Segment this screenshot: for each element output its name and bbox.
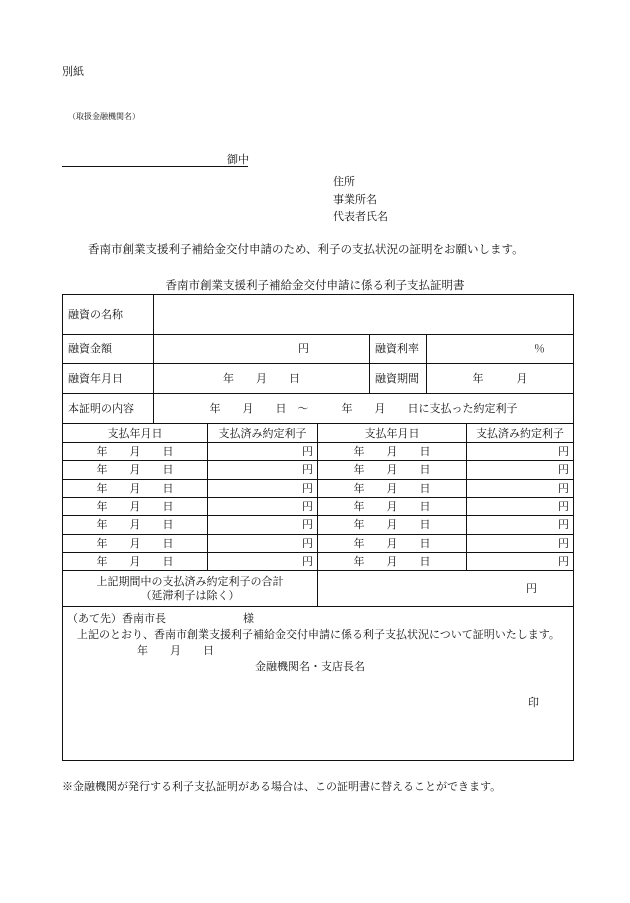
payment-row bbox=[63, 497, 574, 515]
applicant-representative-label: 代表者氏名 bbox=[333, 210, 388, 223]
paid-interest-cell-2[interactable]: 円 bbox=[467, 461, 574, 479]
col-header-payment-date: 支払年月日 bbox=[63, 424, 208, 442]
bank-branch-name: 金融機関名・支店長名 bbox=[255, 659, 365, 673]
loan-amount-row bbox=[63, 334, 574, 364]
total-label bbox=[63, 571, 318, 607]
loan-date-field[interactable]: 年 月 日 bbox=[154, 364, 370, 394]
col-header-paid-interest-2: 支払済み約定利子 bbox=[467, 424, 574, 442]
payment-date-cell[interactable]: 年 月 日 bbox=[63, 442, 208, 460]
loan-name-label: 融資の名称 bbox=[63, 295, 154, 335]
payment-date-cell[interactable]: 年 月 日 bbox=[63, 552, 208, 570]
paid-interest-cell-2[interactable]: 円 bbox=[467, 479, 574, 497]
payment-date-cell[interactable]: 年 月 日 bbox=[63, 534, 208, 552]
loan-name-field[interactable] bbox=[154, 295, 574, 335]
table-title: 香南市創業支援利子補給金交付申請に係る利子支払証明書 bbox=[165, 278, 465, 292]
payment-date-cell[interactable]: 年 月 日 bbox=[63, 497, 208, 515]
payment-date-cell[interactable]: 年 月 日 bbox=[63, 516, 208, 534]
paid-interest-cell-2[interactable]: 円 bbox=[467, 552, 574, 570]
content-field[interactable]: 年 月 日 ～ 年 月 日に支払った約定利子 bbox=[154, 393, 574, 424]
paid-interest-cell-2[interactable]: 円 bbox=[467, 516, 574, 534]
loan-period-field[interactable]: 年 月 bbox=[427, 364, 574, 394]
loan-rate-field[interactable]: ％ bbox=[427, 334, 574, 364]
document-label: 別紙 bbox=[62, 65, 84, 78]
paid-interest-cell[interactable]: 円 bbox=[208, 461, 318, 479]
paid-interest-cell[interactable]: 円 bbox=[208, 479, 318, 497]
applicant-office-label: 事業所名 bbox=[333, 193, 377, 206]
certification-text: 上記のとおり、香南市創業支援利子補給金交付申請に係る利子支払状況について証明いたします。 bbox=[77, 627, 560, 641]
applicant-address-label: 住所 bbox=[333, 175, 355, 188]
paid-interest-cell[interactable]: 円 bbox=[208, 534, 318, 552]
total-label-line-1: 上記期間中の支払済み約定利子の合計 bbox=[96, 575, 284, 589]
paid-interest-cell[interactable]: 円 bbox=[208, 552, 318, 570]
payment-date-cell-2[interactable]: 年 月 日 bbox=[318, 497, 467, 515]
loan-date-label: 融資年月日 bbox=[63, 364, 154, 394]
payment-date-cell-2[interactable]: 年 月 日 bbox=[318, 534, 467, 552]
interest-payment-certificate-table bbox=[62, 294, 574, 761]
footnote: ※金融機関が発行する利子支払証明がある場合は、この証明書に替えることができます。 bbox=[62, 780, 502, 793]
payment-row bbox=[63, 442, 574, 460]
addressee: （あて先）香南市長 様 bbox=[67, 611, 254, 625]
certification-block bbox=[63, 606, 574, 760]
paid-interest-cell-2[interactable]: 円 bbox=[467, 497, 574, 515]
paid-interest-cell[interactable]: 円 bbox=[208, 516, 318, 534]
loan-name-row bbox=[63, 295, 574, 335]
certification-date[interactable]: 年 月 日 bbox=[137, 643, 214, 657]
payment-date-cell-2[interactable]: 年 月 日 bbox=[318, 461, 467, 479]
payment-row bbox=[63, 534, 574, 552]
total-label-line-2: （延滞利子は除く） bbox=[140, 588, 240, 602]
payment-date-cell[interactable]: 年 月 日 bbox=[63, 479, 208, 497]
total-amount-field[interactable]: 円 bbox=[318, 571, 574, 607]
content-row bbox=[63, 393, 574, 424]
bank-name-underline bbox=[62, 166, 248, 167]
payment-row bbox=[63, 461, 574, 479]
payment-date-cell[interactable]: 年 月 日 bbox=[63, 461, 208, 479]
payment-row bbox=[63, 552, 574, 570]
payment-date-cell-2[interactable]: 年 月 日 bbox=[318, 442, 467, 460]
payment-row bbox=[63, 516, 574, 534]
request-text: 香南市創業支援利子補給金交付申請のため、利子の支払状況の証明をお願いします。 bbox=[88, 242, 524, 256]
bank-name-note: （取扱金融機関名） bbox=[68, 112, 140, 121]
payment-header-row bbox=[63, 424, 574, 442]
total-row bbox=[63, 571, 574, 607]
content-label: 本証明の内容 bbox=[63, 393, 154, 424]
certification-row bbox=[63, 606, 574, 760]
paid-interest-cell-2[interactable]: 円 bbox=[467, 534, 574, 552]
paid-interest-cell-2[interactable]: 円 bbox=[467, 442, 574, 460]
payment-row bbox=[63, 479, 574, 497]
payment-date-cell-2[interactable]: 年 月 日 bbox=[318, 479, 467, 497]
loan-amount-field[interactable]: 円 bbox=[154, 334, 370, 364]
col-header-paid-interest: 支払済み約定利子 bbox=[208, 424, 318, 442]
loan-rate-label: 融資利率 bbox=[370, 334, 427, 364]
loan-date-row bbox=[63, 364, 574, 394]
paid-interest-cell[interactable]: 円 bbox=[208, 497, 318, 515]
col-header-payment-date-2: 支払年月日 bbox=[318, 424, 467, 442]
payment-date-cell-2[interactable]: 年 月 日 bbox=[318, 516, 467, 534]
loan-period-label: 融資期間 bbox=[370, 364, 427, 394]
payment-date-cell-2[interactable]: 年 月 日 bbox=[318, 552, 467, 570]
loan-amount-label: 融資金額 bbox=[63, 334, 154, 364]
onchu-label: 御中 bbox=[227, 153, 249, 166]
paid-interest-cell[interactable]: 円 bbox=[208, 442, 318, 460]
seal-mark: 印 bbox=[528, 695, 539, 709]
